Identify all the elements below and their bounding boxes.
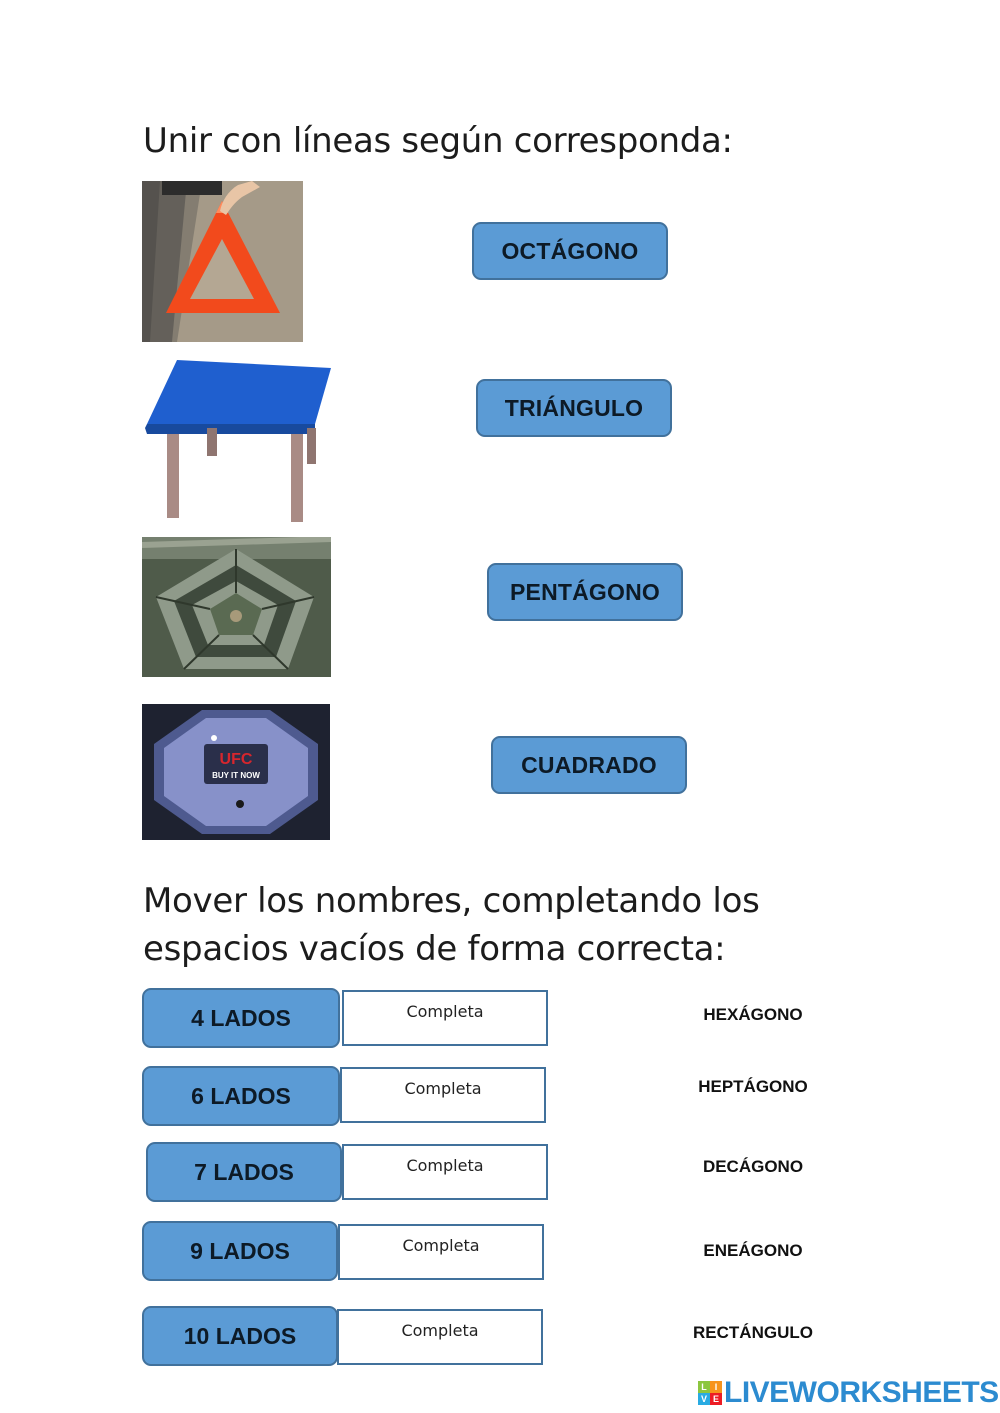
word-heptagono[interactable]: HEPTÁGONO (698, 1077, 808, 1096)
option-cuadrado-button[interactable]: CUADRADO (491, 736, 687, 794)
sides-label-7: 7 LADOS (146, 1142, 342, 1202)
option-octagono-button[interactable]: OCTÁGONO (472, 222, 668, 280)
word-rectangulo[interactable]: RECTÁNGULO (693, 1323, 813, 1342)
answer-blank-5[interactable]: Completa (337, 1309, 543, 1365)
liveworksheets-logo (698, 1377, 999, 1409)
buy-it-now-text: BUY IT NOW (212, 771, 260, 780)
sides-label-9: 9 LADOS (142, 1221, 338, 1281)
option-triangulo-button[interactable]: TRIÁNGULO (476, 379, 672, 437)
answer-blank-3[interactable]: Completa (342, 1144, 548, 1200)
octagon-ring-photo (142, 704, 330, 840)
option-pentagono-button[interactable]: PENTÁGONO (487, 563, 683, 621)
word-eneagono[interactable]: ENEÁGONO (703, 1241, 803, 1260)
sides-label-4: 4 LADOS (142, 988, 340, 1048)
ufc-sign-text: UFC (219, 751, 253, 768)
word-decagono[interactable]: DECÁGONO (702, 1157, 804, 1176)
word-hexagono[interactable]: HEXÁGONO (703, 1005, 803, 1024)
blue-square-table-photo (145, 358, 333, 523)
answer-blank-2[interactable]: Completa (340, 1067, 546, 1123)
matching-instruction: Unir con líneas según corresponda: (143, 121, 733, 161)
sides-label-10: 10 LADOS (142, 1306, 338, 1366)
sides-label-6: 6 LADOS (142, 1066, 340, 1126)
brand-name: LIVEWORKSHEETS (724, 1376, 999, 1409)
answer-blank-1[interactable]: Completa (342, 990, 548, 1046)
answer-blank-4[interactable]: Completa (338, 1224, 544, 1280)
fill-blanks-instruction: Mover los nombres, completando los espacios vacíos de forma correcta: (143, 881, 760, 969)
logo-mark-icon: L I V E (698, 1381, 722, 1405)
warning-triangle-photo (142, 181, 303, 342)
pentagon-building-photo (142, 537, 331, 677)
